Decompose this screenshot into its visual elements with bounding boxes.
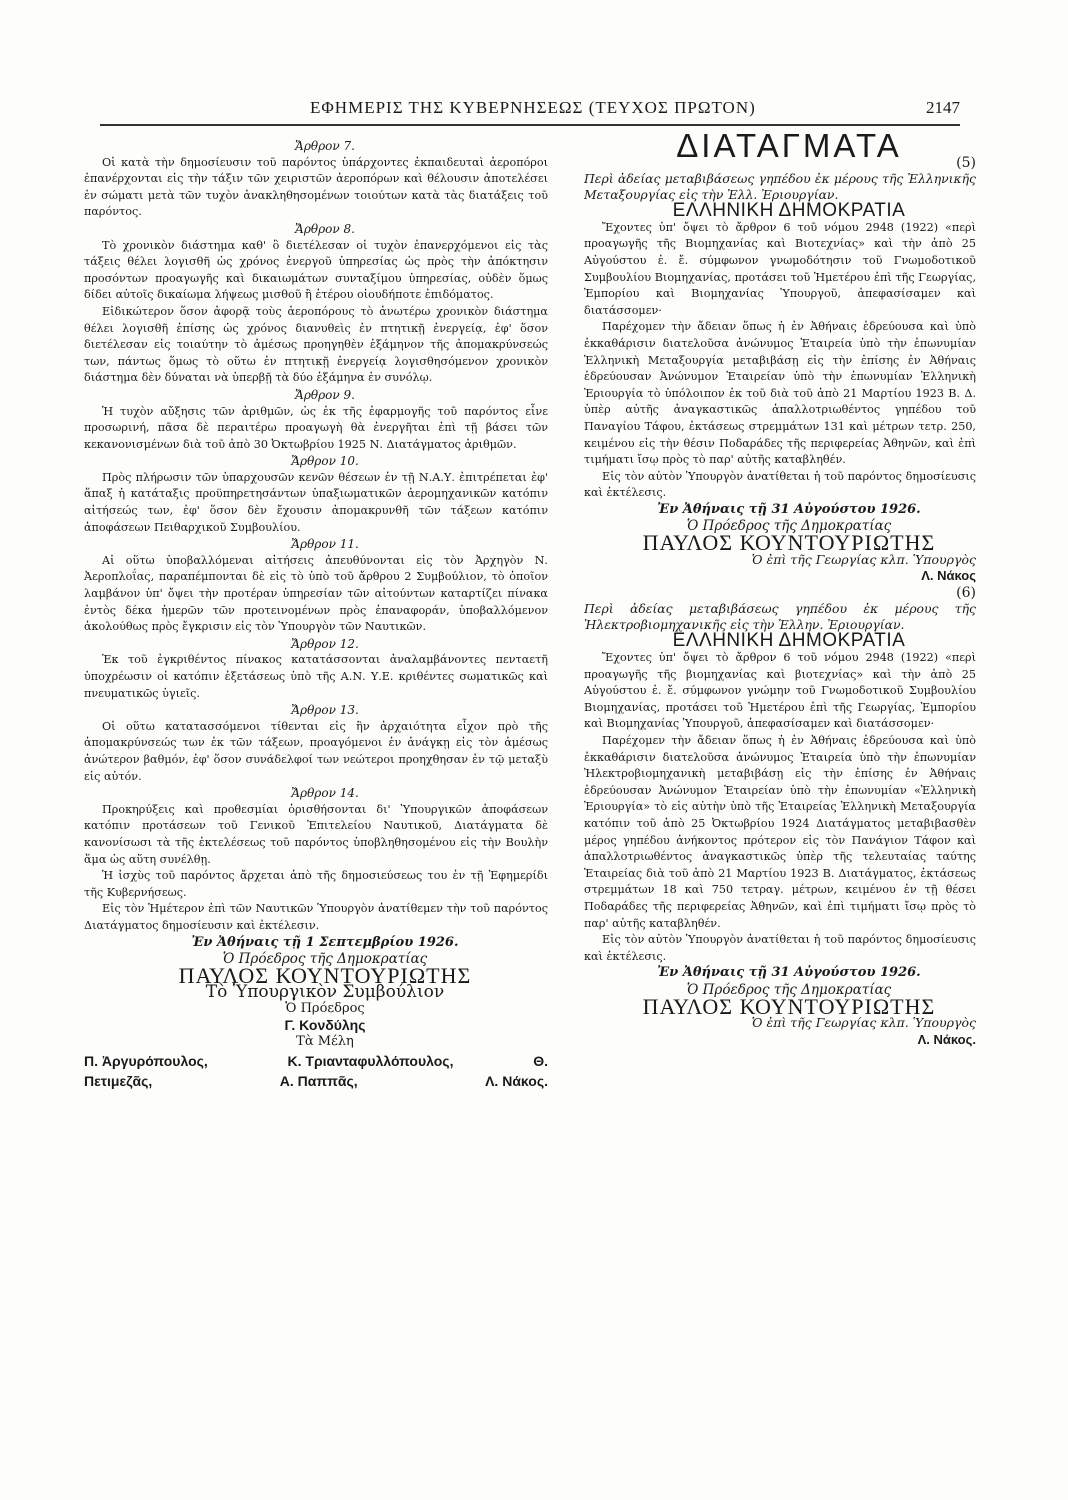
member-name: Κ. Τριανταφυλλόπουλος,	[287, 1052, 454, 1069]
decree-6-title: Περὶ ἀδείας μεταβιβάσεως γηπέδου ἐκ μέρους τῆς Ἠλεκτροβιομηχανικῆς εἰς τὴν Ἑλλην. Ἐριουργίαν.	[584, 601, 976, 633]
article-7-text: Οἱ κατὰ τὴν δημοσίευσιν τοῦ παρόντος ὑπάρχοντες ἐκπαιδευταὶ ἀεροπόροι ἐπανέρχονται εἰς τὴν τάξιν τῶν χειριστῶν ἀεροπόρων καὶ θέλουσιν ἀποτελέσει ἐν σώματι μετὰ τῶν τυχὸν ἀνακληθησομένων τοιούτων κατὰ τὰς διατάξεις τοῦ παρόντος.	[84, 155, 548, 219]
chair-name: Γ. Κονδύλης	[284, 1017, 366, 1034]
decree-5-minister-line: Ὁ ἐπὶ τῆς Γεωργίας κλπ. Ὑπουργὸς	[751, 551, 976, 567]
left-column	[84, 138, 548, 1091]
article-12-text: Ἐκ τοῦ ἐγκριθέντος πίνακος κατατάσσονται ἀναλαμβάνοντες πενταετῆ ὑποχρέωσιν οἱ κατόπιν ἐξετάσεως ὑπὸ τῆς Α.Ν. Υ.Ε. κριθέντες σωματικῶς καὶ πνευματικῶς ὑγιεῖς.	[84, 653, 548, 700]
article-13-text: Οἱ οὕτω κατατασσόμενοι τίθενται εἰς ἣν ἀρχαιότητα εἶχον πρὸ τῆς ἀπομακρύνσεώς των ἐκ τῶν τάξεων, προαγόμενοι ἐν ἀνάγκῃ εἰς τὸν ἀμέσως ἀνώτερον βαθμόν, ἐφ' ὅσον συνάδελφοί των νεώτεροι προηχθησαν ἐν τῷ μεταξὺ εἰς αὐτόν.	[84, 719, 548, 783]
decree-6-minister-name: Λ. Νάκος.	[917, 1031, 976, 1047]
section-heading: ΔΙΑΤΑΓΜΑΤΑ	[676, 127, 902, 164]
page-header	[100, 96, 960, 126]
decree-6-president-name: ΠΑΥΛΟΣ ΚΟΥΝΤΟΥΡΙΩΤΗΣ	[642, 993, 936, 1019]
member-name: Λ. Νάκος.	[485, 1072, 548, 1089]
article-14-text-3: Εἰς τὸν Ἡμέτερον ἐπὶ τῶν Ναυτικῶν Ὑπουργὸν ἀνατίθεμεν τὴν τοῦ παρόντος Διατάγματος δημοσίευσιν καὶ ἐκτέλεσιν.	[84, 902, 548, 932]
decree-5-president-name: ΠΑΥΛΟΣ ΚΟΥΝΤΟΥΡΙΩΤΗΣ	[642, 530, 936, 556]
decree-6-number: (6)	[956, 584, 976, 601]
article-13-heading: Ἄρθρον 13.	[291, 703, 359, 718]
decree-5-president-title: Ὁ Πρόεδρος τῆς Δημοκρατίας	[686, 518, 892, 535]
members-label: Τὰ Μέλη	[296, 1034, 354, 1050]
member-name: Α. Παππᾶς,	[279, 1072, 358, 1089]
decree-5-republic: ΕΛΛΗΝΙΚΗ ΔΗΜΟΚΡΑΤΙΑ	[672, 200, 906, 222]
running-head: ΕΦΗΜΕΡΙΣ ΤΗΣ ΚΥΒΕΡΝΗΣΕΩΣ (ΤΕΥΧΟΣ ΠΡΩΤΟΝ)	[310, 98, 756, 117]
decree-5-title: Περὶ ἀδείας μεταβιβάσεως γηπέδου ἐκ μέρους τῆς Ἑλληνικῆς Μεταξουργίας εἰς τὴν Ἑλλ. Ἐριουργίαν.	[584, 171, 976, 203]
article-9-text: Ἡ τυχὸν αὔξησις τῶν ἀριθμῶν, ὡς ἐκ τῆς ἐφαρμογῆς τοῦ παρόντος εἶνε προσωρινή, πᾶσα δὲ περαιτέρω προαγωγὴ θὰ ἐνεργῆται ἐπὶ τῇ βάσει τῶν κεκανονισμένων διὰ τοῦ ἀπὸ 30 Ὀκτωβρίου 1925 Ν. Διατάγματος ἀριθμῶν.	[84, 404, 548, 451]
member-name: Θ.	[533, 1052, 548, 1069]
council-title: Τὸ Ὑπουργικὸν Συμβούλιον	[205, 982, 445, 1003]
president-name: ΠΑΥΛΟΣ ΚΟΥΝΤΟΥΡΙΩΤΗΣ	[178, 962, 472, 988]
article-8-heading: Ἄρθρον 8.	[295, 221, 355, 236]
chair-label: Ὁ Πρόεδρος	[285, 1000, 365, 1016]
members-row	[84, 1051, 548, 1071]
decree-6-republic: ΕΛΛΗΝΙΚΗ ΔΗΜΟΚΡΑΤΙΑ	[672, 630, 906, 652]
decree-6-minister-line: Ὁ ἐπὶ τῆς Γεωργίας κλπ. Ὑπουργὸς	[751, 1015, 976, 1031]
article-9-heading: Ἄρθρον 9.	[295, 387, 355, 402]
decree-6-text: Ἔχοντες ὑπ' ὄψει τὸ ἄρθρον 6 τοῦ νόμου 2948 (1922) «περὶ προαγωγῆς τῆς βιομηχανίας καὶ βιοτεχνίας» καὶ τὴν ἀπὸ 25 Αὐγούστου ἐ. ἔ. σύμφωνον γνώμην τοῦ Γνωμοδοτικοῦ Συμβουλίου Βιομηχανίας, προτάσει τοῦ Ἡμετέρου ἐπὶ τῆς Γεωργίας, Ἐμπορίου καὶ Βιομηχανίας Ὑπουργοῦ, ἀπεφασίσαμεν καὶ διατάσσομεν·	[584, 651, 976, 731]
president-title: Ὁ Πρόεδρος τῆς Δημοκρατίας	[222, 951, 428, 968]
decree-5-number: (5)	[956, 154, 976, 171]
article-11-heading: Ἄρθρον 11.	[291, 537, 359, 552]
article-10-heading: Ἄρθρον 10.	[291, 454, 359, 469]
right-column	[584, 127, 976, 1048]
member-name: Π. Ἀργυρόπουλος,	[84, 1052, 208, 1069]
article-8-text: Τὸ χρονικὸν διάστημα καθ' ὃ διετέλεσαν οἱ τυχὸν ἐπανερχόμενοι εἰς τὰς τάξεις θέλει λογισθῆ ὡς χρόνος ἐνεργοῦ ὑπηρεσίας ὡς πρὸς τὴν ἀπόκτησιν προσόντων προαγωγῆς καὶ δικαιωμάτων συνταξίμου ὑπηρεσίας, οὐδὲν ὅμως δίδει αὐτοῖς δικαίωμα λήψεως μισθοῦ ἢ ἑτέρου οἱουδήποτε ἐπιδόματος.	[84, 238, 548, 302]
decree-5-minister-name: Λ. Νάκος	[921, 568, 976, 584]
decree-6-place-date: Ἐν Ἀθήναις τῇ 31 Αὐγούστου 1926.	[657, 965, 921, 981]
members-list	[84, 1051, 548, 1091]
article-8-text-2: Εἰδικώτερον ὅσον ἀφορᾷ τοὺς ἀεροπόρους τὸ ἀνωτέρω χρονικὸν διάστημα θέλει λογισθῆ ἐπίσης ὡς χρόνος διανυθεὶς ἐν πτητικῇ ἐνεργείᾳ, ἐφ' ὅσον διετέλεσαν εἰς τοιαύτην τὸ ἀμέσως προηγηθὲν ἑξάμηνον τῆς ἀπομακρύνσεώς των, πάντως ὅμως τὸ οὕτω ἐν πτητικῇ ἐνεργείᾳ λογισθησόμενον χρονικὸν διάστημα δὲν δύναται νὰ ὑπερβῇ τὰ δύο ἑξάμηνα ἐν συνόλῳ.	[84, 304, 548, 385]
page-number: 2147	[926, 98, 960, 117]
decree-6-president-title: Ὁ Πρόεδρος τῆς Δημοκρατίας	[686, 981, 892, 998]
decree-5-text: Ἔχοντες ὑπ' ὄψει τὸ ἄρθρον 6 τοῦ νόμου 2948 (1922) «περὶ προαγωγῆς τῆς Βιομηχανίας καὶ Βιοτεχνίας» καὶ τὴν ἀπὸ 25 Αὐγούστου ἐ. ἔ. σύμφωνον γνωμοδότησιν τοῦ Γνωμοδοτικοῦ Συμβουλίου Βιομηχανίας, προτάσει τοῦ Ἡμετέρου ἐπὶ τῆς Γεωργίας, Ἐμπορίου καὶ Βιομηχανίας Ὑπουργοῦ, ἀπεφασίσαμεν καὶ διατάσσομεν·	[584, 220, 976, 317]
members-row	[84, 1071, 548, 1091]
decree-6-text-2: Παρέχομεν τὴν ἄδειαν ὅπως ἡ ἐν Ἀθήναις ἑδρεύουσα καὶ ὑπὸ ἐκκαθάρισιν διατελοῦσα ἀνώνυμος Ἑταιρεία ὑπὸ τὴν ἐπωνυμίαν Ἠλεκτροβιομηχανικὴ μεταβιβάσῃ εἰς τὴν ἐπίσης ἐν Ἀθήναις ἑδρεύουσαν Ἀνώνυμον Ἑταιρείαν ὑπὸ τὴν ἐπωνυμίαν «Ἑλληνικὴ Ἐριουργία» τὸ εἰς αὐτὴν ὑπὸ τῆς Ἑταιρείας Ἑλληνικὴ Μεταξουργία κατόπιν τοῦ ἀπὸ 25 Ὀκτωβρίου 1924 Διατάγματος μεταβιβασθὲν μέρος γηπέδου ἀνήκοντος πρότερον εἰς τὸν Πανάγιον Τάφον καὶ ἀπαλλοτριωθέντος ἀναγκαστικῶς ὑπὲρ τῆς τελευταίας ταύτης Ἑταιρείας διὰ τοῦ ἀπὸ 21 Μαρτίου 1923 Β. Διατάγματος, ἐκτάσεως στρεμμάτων 18 καὶ 750 τετραγ. μέτρων, κειμένου ἐν τῇ θέσει Ποδαράδες τῆς περιφερείας Ἀθηνῶν, καὶ ἐπὶ τιμήματι ἴσῳ πρὸς τὸ παρ' αὐτῆς καταβληθέν.	[584, 734, 976, 930]
article-7-heading: Ἄρθρον 7.	[295, 139, 355, 153]
article-10-text: Πρὸς πλήρωσιν τῶν ὑπαρχουσῶν κενῶν θέσεων ἐν τῇ Ν.Α.Υ. ἐπιτρέπεται ἐφ' ἅπαξ ἡ κατάταξις προϋπηρετησάντων ὑπαξιωματικῶν ἀερομηχανικῶν κατόπιν αἰτήσεώς των, ἐφ' ὅσον δὲν ἔχουσιν ἀπομακρυνθῆ τῶν τάξεων κατόπιν ἀποφάσεων Πειθαρχικοῦ Συμβουλίου.	[84, 470, 548, 534]
article-14-text: Προκηρύξεις καὶ προθεσμίαι ὁρισθήσονται δι' Ὑπουργικῶν ἀποφάσεων κατόπιν προτάσεων τοῦ Γενικοῦ Ἐπιτελείου Ναυτικοῦ, Διατάγματα δὲ κανονίσωσι τὰ τῆς ἐκτελέσεως τοῦ παρόντος ὑποβληθησομένου εἰς τὴν Βουλὴν ἅμα ὡς αὕτη συνέλθῃ.	[84, 802, 548, 866]
article-14-heading: Ἄρθρον 14.	[291, 786, 359, 801]
member-name: Πετιμεζᾶς,	[84, 1072, 153, 1089]
article-11-text: Αἱ οὕτω ὑποβαλλόμεναι αἰτήσεις ἀπευθύνονται εἰς τὸν Ἀρχηγὸν Ν. Ἀεροπλοΐας, παραπέμπονται δὲ εἰς τὸ ὑπὸ τοῦ ἄρθρου 2 Συμβούλιον, τὸ ὁποῖον λαμβάνον ὑπ' ὄψει τὴν προτέραν ὑπηρεσίαν τῶν αἰτούντων καταρτίζει πίνακα ἐντὸς δέκα ἡμερῶν τῶν προτεινομένων πρὸς ἐπαναφοράν, ὑποβαλλόμενον ἀκολούθως πρὸς ἔγκρισιν εἰς τὸν Ὑπουργὸν τῶν Ναυτικῶν.	[84, 553, 548, 634]
decree-5-text-3: Εἰς τὸν αὐτὸν Ὑπουργὸν ἀνατίθεται ἡ τοῦ παρόντος δημοσίευσις καὶ ἐκτέλεσις.	[584, 469, 976, 500]
place-date: Ἐν Ἀθήναις τῇ 1 Σεπτεμβρίου 1926.	[191, 934, 459, 950]
article-14-text-2: Ἡ ἰσχὺς τοῦ παρόντος ἄρχεται ἀπὸ τῆς δημοσιεύσεως του ἐν τῇ Ἐφημερίδι τῆς Κυβερνήσεως.	[84, 869, 548, 899]
decree-5-place-date: Ἐν Ἀθήναις τῇ 31 Αὐγούστου 1926.	[657, 501, 921, 517]
article-12-heading: Ἄρθρον 12.	[291, 636, 359, 651]
decree-6-text-3: Εἰς τὸν αὐτὸν Ὑπουργὸν ἀνατίθεται ἡ τοῦ παρόντος δημοσίευσις καὶ ἐκτέλεσις.	[584, 933, 976, 963]
decree-5-text-2: Παρέχομεν τὴν ἄδειαν ὅπως ἡ ἐν Ἀθήναις ἑδρεύουσα καὶ ὑπὸ ἐκκαθάρισιν διατελοῦσα ἀνώνυμος Ἑταιρεία ὑπὸ τὴν ἐπωνυμίαν Ἑλληνικὴ Μεταξουργία μεταβιβάσῃ εἰς τὴν ἐπίσης ἐν Ἀθήναις ἑδρεύουσαν Ἀνώνυμον Ἑταιρείαν ὑπὸ τὴν ἐπωνυμίαν Ἑλληνικὴ Ἐριουργία τὸ ὑπόλοιπον ἐκ τοῦ διὰ τοῦ ἀπὸ 21 Μαρτίου 1923 Β. Δ. ὑπὲρ αὐτῆς ἀναγκαστικῶς ἀπαλλοτριωθέντος γηπέδου τοῦ Παναγίου Τάφου, ἐκτάσεως στρεμμάτων 131 καὶ μέτρων τετρ. 250, κειμένου εἰς τὴν θέσιν Ποδαράδες τῆς περιφερείας Ἀθηνῶν, καὶ ἐπὶ τιμήματι ἴσῳ πρὸς τὸ παρ' αὐτῆς καταβληθέν.	[584, 320, 976, 467]
